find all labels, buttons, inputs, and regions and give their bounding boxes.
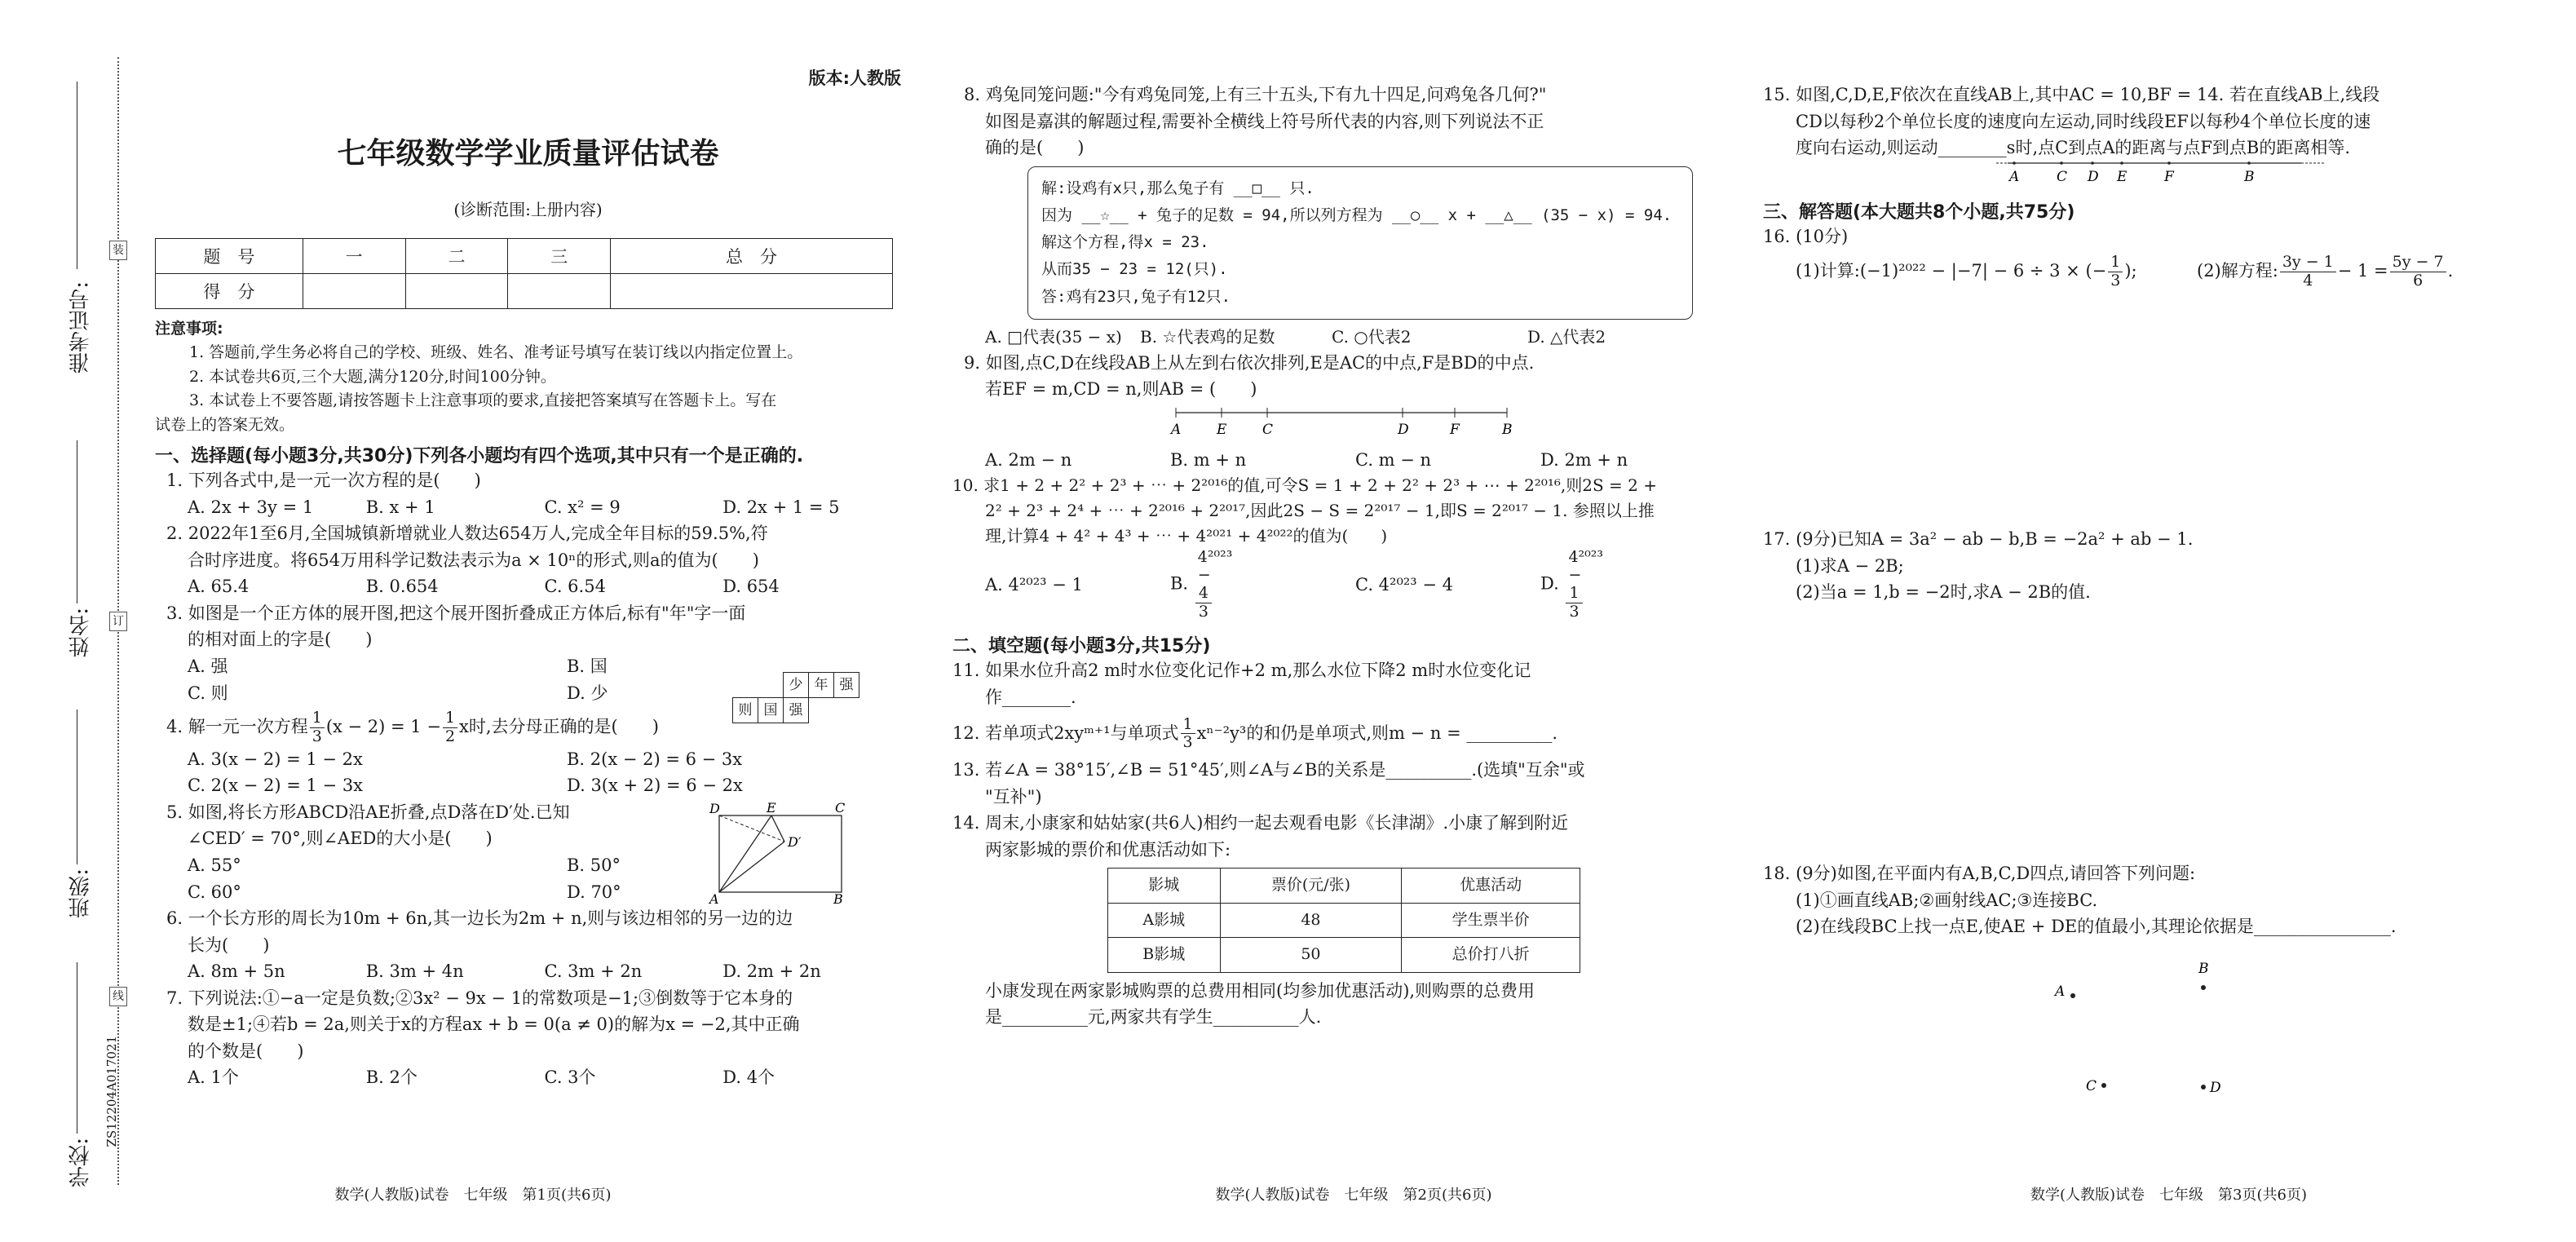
q7-option-d[interactable]: D. 4个: [722, 1067, 775, 1088]
q7-stem-line: 7. 下列说法:①−a一定是负数;②3x² − 9x − 1的常数项是−1;③倒数等于它本身的: [166, 988, 793, 1008]
q9-option-d[interactable]: D. 2m + n: [1540, 449, 1628, 470]
q10-stem-line: 理,计算4 + 4² + 4³ + ⋯ + 4²⁰²¹ + 4²⁰²²的值为( ): [985, 526, 1388, 546]
fraction-denominator: 2: [444, 727, 456, 745]
fraction-numerator: 3y − 1: [2280, 254, 2336, 272]
table-cell: 学生票半价: [1402, 903, 1580, 937]
question-5: [155, 799, 901, 905]
score-header: 三: [508, 239, 611, 274]
q4-option-a[interactable]: A. 3(x − 2) = 1 − 2x: [188, 749, 363, 769]
cube-face: 强: [783, 697, 809, 723]
q8-option-d[interactable]: D. △代表2: [1527, 326, 1606, 347]
solution-line: 解这个方程,得x = 23.: [1041, 233, 1209, 252]
q16-part2-text: (2)解方程:: [2197, 260, 2278, 281]
q15-line-figure: [1763, 157, 2546, 184]
score-header: 题 号: [156, 239, 303, 274]
q10-option-d[interactable]: [1540, 549, 1725, 621]
q6-option-d[interactable]: D. 2m + 2n: [722, 961, 821, 982]
school-label: 学校:: [68, 1138, 93, 1187]
q9-stem-line: 9. 如图,点C,D在线段AB上从左到右依次排列,E是AC的中点,F是BD的中点.: [964, 352, 1535, 373]
q17-heading: 17. (9分)已知A = 3a² − ab − b,B = −2a² + ab − 1.: [1763, 529, 2194, 549]
label-D: D: [709, 800, 720, 816]
solution-line: 解:设鸡有x只,那么兔子有 __□__ 只.: [1041, 179, 1315, 197]
q18-part-2[interactable]: (2)在线段BC上找一点E,使AE + DE的值最小,其理论依据是________________.: [1796, 917, 2397, 937]
question-14: [952, 810, 1725, 1031]
edition-label: 版本:人教版: [808, 69, 901, 88]
seal-mark-2: 订: [109, 612, 127, 631]
cube-face: 国: [758, 697, 784, 723]
q5-stem-line: 5. 如图,将长方形ABCD沿AE折叠,点D落在D′处.已知: [166, 802, 570, 822]
score-header: 总 分: [611, 239, 893, 274]
fraction-denominator: 3: [1198, 602, 1208, 621]
fraction-denominator: 3: [312, 727, 322, 745]
question-16: [1763, 223, 2546, 290]
label-B: B: [2244, 168, 2255, 184]
question-12: [952, 716, 1725, 753]
q5-option-a[interactable]: A. 55°: [188, 855, 241, 875]
q4-option-b[interactable]: B. 2(x − 2) = 6 − 3x: [567, 749, 743, 769]
label-D: D: [1398, 421, 1409, 438]
q9-option-b[interactable]: B. m + n: [1170, 449, 1247, 470]
q18-heading: 18. (9分)如图,在平面内有A,B,C,D四点,请回答下列问题:: [1763, 864, 2196, 883]
q2-option-d[interactable]: D. 654: [722, 577, 780, 597]
table-cell: 总价打八折: [1402, 938, 1580, 972]
q14-answer-blanks[interactable]: 是__________元,两家共有学生__________人.: [985, 1007, 1322, 1028]
question-6: [155, 905, 901, 985]
q5-option-b[interactable]: B. 50°: [567, 855, 621, 875]
q5-rectangle-figure: [703, 801, 850, 907]
seal-mark-1: 装: [109, 241, 127, 260]
fraction-numerator: 1: [1181, 716, 1195, 735]
q2-option-b[interactable]: B. 0.654: [365, 577, 439, 597]
notice-item: 2. 本试卷共6页,三个大题,满分120分,时间100分钟。: [189, 367, 556, 386]
q1-option-b[interactable]: B. x + 1: [365, 497, 435, 517]
q11-answer-blank[interactable]: 作________.: [985, 687, 1076, 707]
seal-mark-3: 线: [109, 987, 127, 1006]
q13-stem-line: "互补"): [985, 786, 1042, 807]
score-row-label: 得 分: [156, 274, 303, 309]
score-table: [155, 238, 893, 309]
page-title: 七年级数学学业质量评估试卷: [337, 137, 719, 170]
q6-stem-line: 长为( ): [188, 935, 270, 955]
q8-stem-line: 8. 鸡兔同笼问题:"今有鸡兔同笼,上有三十五头,下有九十四足,问鸡兔各几何?": [964, 85, 1547, 104]
q10-stem-line: 10. 求1 + 2 + 2² + 2³ + ⋯ + 2²⁰¹⁶的值,可令S = 1 + 2 + 2² + 2³ + ⋯ + 2²⁰¹⁶,则2S = 2 +: [952, 475, 1657, 496]
label-A: A: [709, 891, 719, 907]
label-B: B: [833, 891, 843, 907]
q12-stem-text[interactable]: xⁿ⁻²y³的和仍是单项式,则m − n = __________.: [1196, 723, 1558, 743]
question-10: [952, 473, 1725, 621]
notice-item: 试卷上的答案无效。: [155, 415, 295, 434]
option-letter: D.: [1540, 573, 1559, 594]
q3-option-b[interactable]: B. 国: [567, 656, 608, 677]
q7-stem-line: 数是±1;④若b = 2a,则关于x的方程ax + b = 0(a ≠ 0)的解为x = −2,其中正确: [188, 1014, 800, 1035]
q5-option-c[interactable]: C. 60°: [188, 882, 241, 902]
cube-face: 少: [783, 672, 809, 698]
q18-part-1: (1)①画直线AB;②画射线AC;③连接BC.: [1796, 890, 2098, 910]
q14-stem-line: 14. 周末,小康家和姑姑家(共6人)相约一起去观看电影《长津湖》.小康了解到附近: [952, 813, 1569, 833]
label-A: A: [1171, 421, 1182, 438]
section-2-heading: 二、填空题(每小题3分,共15分): [952, 636, 1211, 657]
q2-option-c[interactable]: C. 6.54: [544, 577, 606, 597]
q6-option-b[interactable]: B. 3m + 4n: [365, 961, 464, 982]
page-footer: 数学(人教版)试卷 七年级 第2页(共6页): [1215, 1187, 1492, 1204]
table-row: [1108, 903, 1580, 937]
q11-stem-line: 11. 如果水位升高2 m时水位变化记作+2 m,那么水位下降2 m时水位变化记: [952, 661, 1531, 681]
q14-stem-line: 小康发现在两家影城购票的总费用相同(均参加优惠活动),则购票的总费用: [985, 980, 1535, 1001]
label-E: E: [767, 800, 776, 815]
exam-id-label: 准考证号:: [68, 281, 93, 373]
score-cell[interactable]: [405, 274, 508, 309]
score-cell[interactable]: [508, 274, 611, 309]
label-D-prime: D′: [788, 833, 802, 850]
q17-part-2: (2)当a = 1,b = −2时,求A − 2B的值.: [1796, 582, 2091, 603]
table-cell: 50: [1220, 938, 1402, 972]
section-3-heading: 三、解答题(本大题共8个小题,共75分): [1763, 202, 2075, 223]
q9-option-c[interactable]: C. m − n: [1355, 449, 1432, 470]
q17-part-1: (1)求A − 2B;: [1796, 555, 1904, 576]
q7-stem-line: 的个数是( ): [188, 1041, 304, 1061]
q7-option-c[interactable]: C. 3个: [544, 1067, 596, 1088]
q16-part2-text: .: [2447, 260, 2454, 281]
label-D: D: [2088, 168, 2099, 184]
cinema-price-table: [1107, 868, 1580, 972]
solution-line: 答:鸡有23只,兔子有12只.: [1041, 287, 1231, 306]
question-3: [155, 600, 901, 718]
table-header: 票价(元/张): [1220, 869, 1402, 903]
score-header: 一: [303, 239, 405, 274]
q8-stem-line: 如图是嘉淇的解题过程,需要补全横线上符号所代表的内容,则下列说法不正: [985, 111, 1544, 131]
question-8: [952, 82, 1725, 350]
q8-option-c[interactable]: C. ○代表2: [1332, 326, 1412, 347]
question-13: [952, 757, 1725, 810]
notice: [155, 317, 901, 437]
notice-item: 3. 本试卷上不要答题,请按答题卡上注意事项的要求,直接把答案填写在答题卡上。写在: [189, 391, 777, 410]
q2-stem-line: 2. 2022年1至6月,全国城镇新增就业人数达654万人,完成全年目标的59.5%,符: [166, 524, 768, 544]
table-header: 影城: [1108, 869, 1221, 903]
q7-option-b[interactable]: B. 2个: [365, 1067, 418, 1088]
cube-face: 则: [732, 697, 758, 723]
q10-option-a[interactable]: A. 4²⁰²³ − 1: [985, 574, 1083, 594]
label-C: C: [1262, 421, 1274, 438]
point-C: C: [2086, 1077, 2097, 1094]
page-1: [0, 0, 946, 1242]
section-1-heading: 一、选择题(每小题3分,共30分)下列各小题均有四个选项,其中只有一个是正确的.: [155, 446, 804, 467]
q10-option-b[interactable]: [1170, 549, 1355, 621]
q4-stem-text: (x − 2) = 1 −: [325, 716, 441, 736]
label-F: F: [2164, 168, 2174, 184]
fraction-numerator: 4²⁰²³ − 4: [1195, 549, 1212, 603]
fraction-numerator: 4²⁰²³ − 1: [1566, 549, 1582, 603]
q16-part1-text: (1)计算:(−1)²⁰²² − |−7| − 6 ÷ 3 × (−: [1796, 260, 2107, 281]
question-18: [1763, 860, 2546, 1103]
point-A: A: [2055, 983, 2066, 1000]
q6-stem-line: 6. 一个长方形的周长为10m + 6n,其一边长为2m + n,则与该边相邻的另一边的边: [166, 908, 793, 929]
q14-stem-line: 两家影城的票价和优惠活动如下:: [985, 839, 1231, 860]
point-D: D: [2210, 1079, 2221, 1095]
page-footer: 数学(人教版)试卷 七年级 第1页(共6页): [334, 1187, 612, 1204]
fraction-denominator: 6: [2413, 271, 2424, 290]
q13-stem-line[interactable]: 13. 若∠A = 38°15′,∠B = 51°45′,则∠A与∠B的关系是__________.(选填"互余"或: [952, 760, 1585, 780]
q4-option-d[interactable]: D. 3(x + 2) = 6 − 2x: [567, 776, 743, 796]
q10-stem-line: 2² + 2³ + 2⁴ + ⋯ + 2²⁰¹⁶ + 2²⁰¹⁷,因此2S − S = 2²⁰¹⁷ − 1,即S = 2²⁰¹⁷ − 1. 参照以上推: [985, 501, 1655, 521]
q8-option-a[interactable]: A. □代表(35 − x): [985, 326, 1122, 347]
score-header: 二: [405, 239, 508, 274]
fraction-numerator: 1: [310, 709, 325, 728]
question-17: [1763, 526, 2193, 606]
label-F: F: [1450, 421, 1460, 438]
q18-points-figure: [1763, 948, 2546, 1095]
q8-option-b[interactable]: B. ☆代表鸡的足数: [1140, 326, 1275, 347]
q8-solution-box: [1027, 166, 1693, 320]
scope-label: (诊断范围:上册内容): [453, 200, 603, 219]
q3-stem-line: 3. 如图是一个正方体的展开图,把这个展开图折叠成正方体后,标有"年"字一面: [166, 603, 746, 623]
q6-option-a[interactable]: A. 8m + 5n: [188, 961, 285, 982]
q16-part2-text: − 1 =: [2337, 260, 2388, 281]
name-label: 姓名:: [68, 608, 93, 657]
q9-option-a[interactable]: A. 2m − n: [985, 449, 1072, 470]
q15-stem-line: CD以每秒2个单位长度的速度向左运动,同时线段EF以每秒4个单位长度的速: [1796, 111, 2371, 131]
table-cell: A影城: [1108, 903, 1221, 937]
q8-stem-line: 确的是( ): [985, 138, 1085, 158]
label-C: C: [835, 800, 846, 815]
q16-heading: 16. (10分): [1763, 227, 1849, 247]
label-E: E: [1217, 421, 1227, 438]
class-label: 班级:: [68, 869, 93, 918]
fraction-numerator: 1: [2108, 254, 2123, 272]
q4-stem-text: 4. 解一元一次方程: [166, 716, 308, 736]
table-cell: B影城: [1108, 938, 1221, 972]
q3-option-a[interactable]: A. 强: [188, 656, 228, 677]
page-3: [1761, 0, 2576, 1242]
fraction-denominator: 4: [2303, 271, 2313, 290]
q5-stem-line: ∠CED′ = 70°,则∠AED的大小是( ): [188, 829, 493, 849]
point-B: B: [2198, 960, 2209, 977]
q9-segment-figure: [952, 403, 1725, 439]
score-cell[interactable]: [611, 274, 893, 309]
q15-stem-line: 15. 如图,C,D,E,F依次在直线AB上,其中AC = 10,BF = 14. 若在直线AB上,线段: [1763, 85, 2380, 104]
cube-face: 年: [808, 672, 834, 698]
solution-line: 从而35 − 23 = 12(只).: [1041, 260, 1228, 279]
cube-face: 强: [833, 672, 859, 698]
table-cell: 48: [1220, 903, 1402, 937]
q3-stem-line: 的相对面上的字是( ): [188, 630, 373, 650]
fraction-numerator: 1: [443, 709, 457, 728]
q16-part1-text: );: [2124, 260, 2137, 281]
q5-option-d[interactable]: D. 70°: [567, 882, 621, 902]
label-C: C: [2057, 168, 2068, 184]
q7-option-a[interactable]: A. 1个: [188, 1067, 239, 1088]
q3-option-d[interactable]: D. 少: [567, 683, 608, 703]
q2-option-a[interactable]: A. 65.4: [188, 577, 250, 597]
fraction-denominator: 3: [2110, 271, 2121, 290]
question-9: [952, 350, 1725, 473]
cube-net-figure: [726, 672, 863, 726]
question-15: [1763, 82, 2546, 192]
q1-option-d[interactable]: D. 2x + 1 = 5: [722, 497, 840, 517]
q4-option-c[interactable]: C. 2(x − 2) = 1 − 3x: [188, 776, 364, 796]
q4-stem-text: x时,去分母正确的是( ): [459, 716, 659, 736]
score-cell[interactable]: [303, 274, 405, 309]
table-header: 优惠活动: [1402, 869, 1580, 903]
fraction-denominator: 3: [1569, 602, 1580, 621]
q1-option-c[interactable]: C. x² = 9: [544, 497, 621, 517]
q9-stem-line: 若EF = m,CD = n,则AB = ( ): [985, 379, 1257, 400]
fraction-denominator: 3: [1182, 733, 1193, 752]
q15-stem-line[interactable]: 度向右运动,则运动________s时,点C到点A的距离与点F到点B的距离相等.: [1796, 138, 2351, 158]
q1-stem: 1. 下列各式中,是一元一次方程的是( ): [166, 471, 481, 491]
question-11: [952, 657, 1725, 710]
fraction-numerator: 5y − 7: [2390, 254, 2446, 272]
label-B: B: [1502, 421, 1513, 438]
label-A: A: [2009, 168, 2020, 184]
notice-item: 1. 答题前,学生务必将自己的学校、班级、姓名、准考证号填写在装订线以内指定位置上。: [189, 343, 803, 362]
q10-option-c[interactable]: C. 4²⁰²³ − 4: [1355, 574, 1454, 594]
page-2: [946, 0, 1761, 1242]
solution-line: 因为 __☆__ + 兔子的足数 = 94,所以列方程为 __○__ x + __△__ (35 − x) = 94.: [1041, 206, 1672, 224]
page-footer: 数学(人教版)试卷 七年级 第3页(共6页): [2030, 1187, 2307, 1204]
table-row: [1108, 938, 1580, 972]
q3-option-c[interactable]: C. 则: [188, 683, 228, 703]
q2-stem-line: 合时序进度。将654万用科学记数法表示为a × 10ⁿ的形式,则a的值为( ): [188, 550, 759, 570]
q12-stem-text: 12. 若单项式2xyᵐ⁺¹与单项式: [952, 723, 1179, 743]
question-2: [155, 520, 901, 600]
notice-title: 注意事项:: [155, 320, 223, 338]
q1-option-a[interactable]: A. 2x + 3y = 1: [188, 497, 314, 517]
question-1: [155, 467, 901, 520]
label-E: E: [2117, 168, 2128, 184]
paper-code: ZS12204A017021: [104, 1036, 119, 1147]
option-letter: B.: [1170, 573, 1189, 594]
q6-option-c[interactable]: C. 3m + 2n: [544, 961, 643, 982]
question-7: [155, 985, 901, 1091]
